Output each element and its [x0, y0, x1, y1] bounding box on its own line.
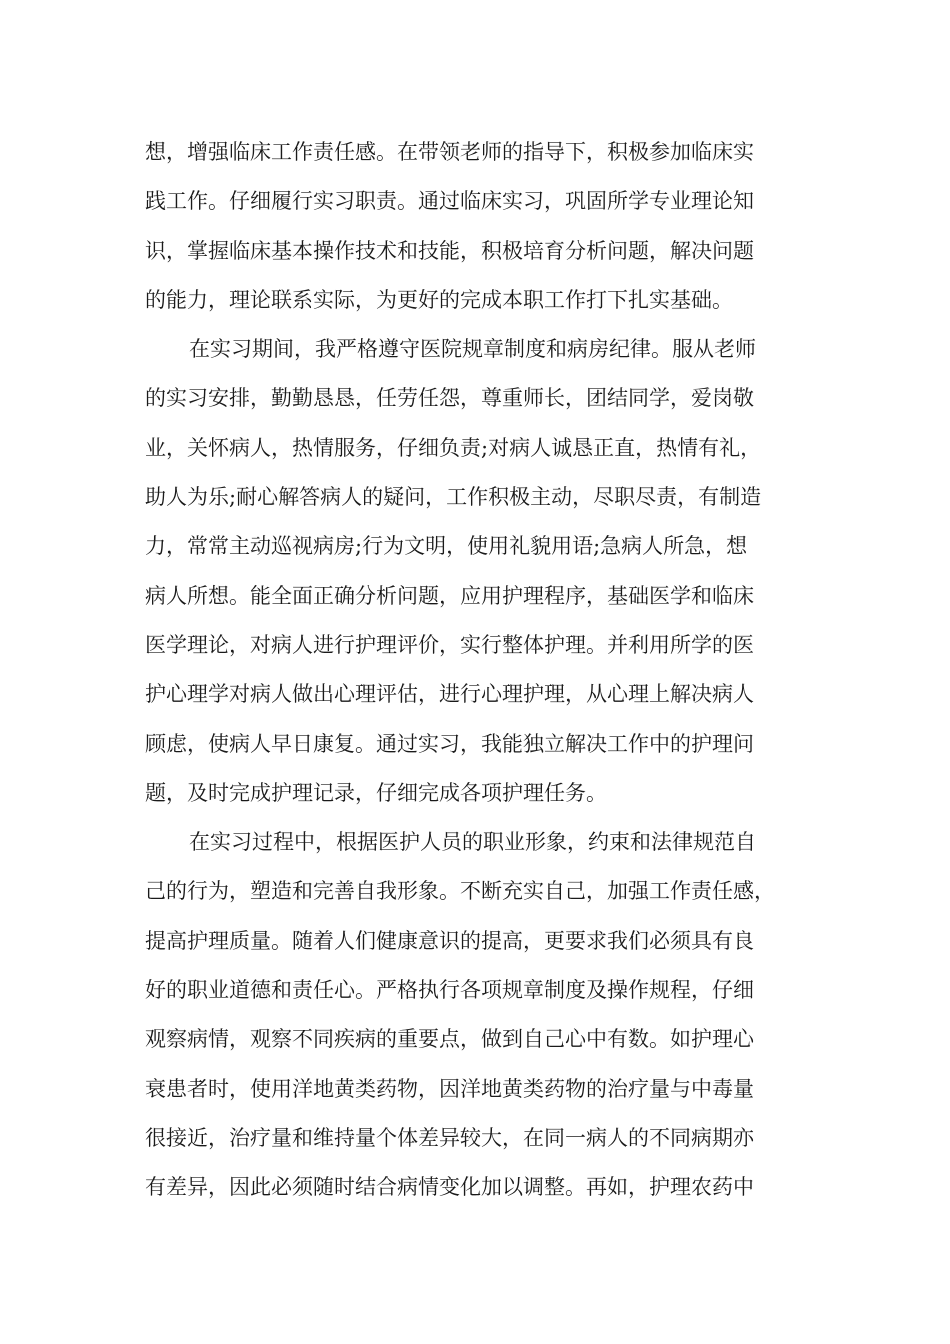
- text-line: 识，掌握临床基本操作技术和技能，积极培育分析问题，解决问题: [145, 238, 754, 263]
- text-line: 的能力，理论联系实际，为更好的完成本职工作打下扎实基础。: [145, 287, 733, 312]
- paragraph-first-line: 在实习期间，我严格遵守医院规章制度和病房纪律。服从老师: [189, 337, 756, 362]
- text-line: 提高护理质量。随着人们健康意识的提高，更要求我们必须具有良: [145, 928, 754, 953]
- text-line: 好的职业道德和责任心。严格执行各项规章制度及操作规程，仔细: [145, 978, 754, 1003]
- text-line: 助人为乐;耐心解答病人的疑问，工作积极主动，尽职尽责，有制造: [145, 485, 762, 510]
- text-line: 医学理论，对病人进行护理评价，实行整体护理。并利用所学的医: [145, 632, 754, 657]
- text-line: 观察病情，观察不同疾病的重要点，做到自己心中有数。如护理心: [145, 1027, 754, 1052]
- text-line: 的实习安排，勤勤恳恳，任劳任怨，尊重师长，团结同学，爱岗敬: [145, 386, 754, 411]
- text-line: 护心理学对病人做出心理评估，进行心理护理，从心理上解决病人: [145, 682, 754, 707]
- text-line: 顾虑，使病人早日康复。通过实习，我能独立解决工作中的护理问: [145, 731, 754, 756]
- text-line: 想，增强临床工作责任感。在带领老师的指导下，积极参加临床实: [145, 140, 754, 164]
- text-line: 题，及时完成护理记录，仔细完成各项护理任务。: [145, 780, 607, 805]
- text-line: 践工作。仔细履行实习职责。通过临床实习，巩固所学专业理论知: [145, 189, 754, 214]
- paragraph-first-line: 在实习过程中，根据医护人员的职业形象，约束和法律规范自: [189, 830, 756, 855]
- text-line: 衰患者时，使用洋地黄类药物，因洋地黄类药物的治疗量与中毒量: [145, 1076, 754, 1101]
- text-line: 病人所想。能全面正确分析问题，应用护理程序，基础医学和临床: [145, 583, 754, 608]
- text-line: 有差异，因此必须随时结合病情变化加以调整。再如，护理农药中: [145, 1175, 754, 1200]
- text-line: 业，关怀病人，热情服务，仔细负责;对病人诚恳正直，热情有礼，: [145, 435, 762, 460]
- text-line: 力，常常主动巡视病房;行为文明，使用礼貌用语;急病人所急，想: [145, 534, 748, 559]
- document-body: [145, 128, 825, 1213]
- text-line: 很接近，治疗量和维持量个体差异较大，在同一病人的不同病期亦: [145, 1125, 754, 1150]
- text-line: 己的行为，塑造和完善自我形象。不断充实自己，加强工作责任感，: [145, 879, 775, 904]
